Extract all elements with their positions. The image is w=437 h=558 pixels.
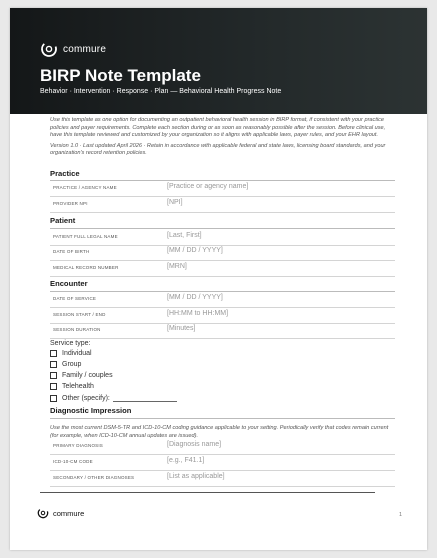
- field-placeholder: [MM / DD / YYYY]: [167, 294, 223, 301]
- field-label: PRACTICE / AGENCY NAME: [53, 185, 117, 190]
- field-placeholder: [Last, First]: [167, 232, 202, 239]
- option-label: Telehealth: [62, 383, 94, 390]
- document-page: [10, 8, 427, 550]
- field-row-practice-name[interactable]: [50, 181, 395, 197]
- footer-divider: [40, 492, 375, 493]
- field-row-date-of-service[interactable]: [50, 292, 395, 308]
- commure-logo-icon: [40, 40, 58, 58]
- service-option-family[interactable]: [50, 372, 113, 379]
- field-row-provider-npi[interactable]: [50, 197, 395, 213]
- field-label: DATE OF SERVICE: [53, 296, 97, 301]
- field-placeholder: [Minutes]: [167, 325, 196, 332]
- field-row-patient-name[interactable]: [50, 230, 395, 246]
- service-option-group[interactable]: [50, 361, 81, 368]
- commure-logo-icon: [37, 507, 49, 519]
- checkbox-icon[interactable]: [50, 350, 57, 357]
- field-label: ICD-10-CM CODE: [53, 459, 93, 464]
- section-divider: [50, 228, 395, 229]
- intro-paragraph: Use this template as one option for documenting an outpatient behavioral health session in BIRP format, if consistent with your practice policies and payer requirements. Complete each section during or as soon as reasonably possible after the session. Before clinical use, have this template reviewed and customized by your organization so it aligns with applicable laws, payer rules, and your EHR layout.: [50, 117, 386, 138]
- footer-logo: [37, 507, 84, 519]
- header-banner: [10, 8, 427, 114]
- field-row-primary-diagnosis[interactable]: [50, 439, 395, 455]
- field-placeholder: [Diagnosis name]: [167, 441, 222, 448]
- field-placeholder: [MRN]: [167, 263, 187, 270]
- field-placeholder: [e.g., F41.1]: [167, 457, 205, 464]
- other-specify-line[interactable]: [113, 394, 177, 402]
- field-row-session-time[interactable]: [50, 308, 395, 324]
- field-label: PATIENT FULL LEGAL NAME: [53, 234, 118, 239]
- diagnostic-guidance-note: Use the most current DSM-5-TR and ICD-10-CM coding guidance applicable to your setting. Periodically verify that codes remain current (for example, when ICD-10-CM annual updates are issued).: [50, 425, 389, 439]
- version-note: Version 1.0 · Last updated April 2026 · Retain in accordance with applicable federal and state laws, licensing board standards, and your organization's record retention policies.: [50, 142, 386, 156]
- field-row-mrn[interactable]: [50, 261, 395, 277]
- intro-text: [50, 117, 390, 161]
- field-placeholder: [HH:MM to HH:MM]: [167, 310, 229, 317]
- field-label: SESSION DURATION: [53, 327, 101, 332]
- field-label: DATE OF BIRTH: [53, 249, 90, 254]
- service-option-individual[interactable]: [50, 350, 92, 357]
- document-title: BIRP Note Template: [40, 66, 201, 85]
- brand-name: commure: [63, 43, 107, 55]
- option-label: Individual: [62, 350, 92, 357]
- brand-logo: [40, 40, 106, 58]
- option-label: Family / couples: [62, 372, 113, 379]
- section-divider: [50, 418, 395, 419]
- page-number: 1: [399, 512, 403, 518]
- field-label: PRIMARY DIAGNOSIS: [53, 443, 103, 448]
- field-placeholder: [MM / DD / YYYY]: [167, 247, 223, 254]
- option-label: Other (specify):: [62, 394, 110, 402]
- field-placeholder: [List as applicable]: [167, 473, 225, 480]
- checkbox-icon[interactable]: [50, 361, 57, 368]
- section-heading-diagnostic: Diagnostic Impression: [50, 406, 132, 415]
- field-placeholder: [Practice or agency name]: [167, 183, 249, 190]
- field-row-session-duration[interactable]: [50, 323, 395, 339]
- field-row-secondary-diagnoses[interactable]: [50, 471, 395, 487]
- checkbox-icon[interactable]: [50, 395, 57, 402]
- field-label: SECONDARY / OTHER DIAGNOSES: [53, 475, 135, 480]
- field-label: PROVIDER NPI: [53, 201, 88, 206]
- footer-brand-name: commure: [53, 508, 85, 518]
- option-label: Group: [62, 361, 82, 368]
- field-row-icd-code[interactable]: [50, 455, 395, 471]
- service-option-telehealth[interactable]: [50, 383, 94, 390]
- checkbox-icon[interactable]: [50, 372, 57, 379]
- service-type-label: Service type:: [50, 340, 91, 347]
- checkbox-icon[interactable]: [50, 383, 57, 390]
- field-label: MEDICAL RECORD NUMBER: [53, 265, 119, 270]
- field-placeholder: [NPI]: [167, 199, 183, 206]
- field-label: SESSION START / END: [53, 312, 106, 317]
- document-subtitle: Behavior · Intervention · Response · Plan — Behavioral Health Progress Note: [40, 88, 282, 95]
- section-heading-encounter: Encounter: [50, 279, 88, 288]
- service-option-other[interactable]: [50, 394, 177, 402]
- field-row-date-of-birth[interactable]: [50, 245, 395, 261]
- section-heading-patient: Patient: [50, 216, 76, 225]
- section-heading-practice: Practice: [50, 169, 80, 178]
